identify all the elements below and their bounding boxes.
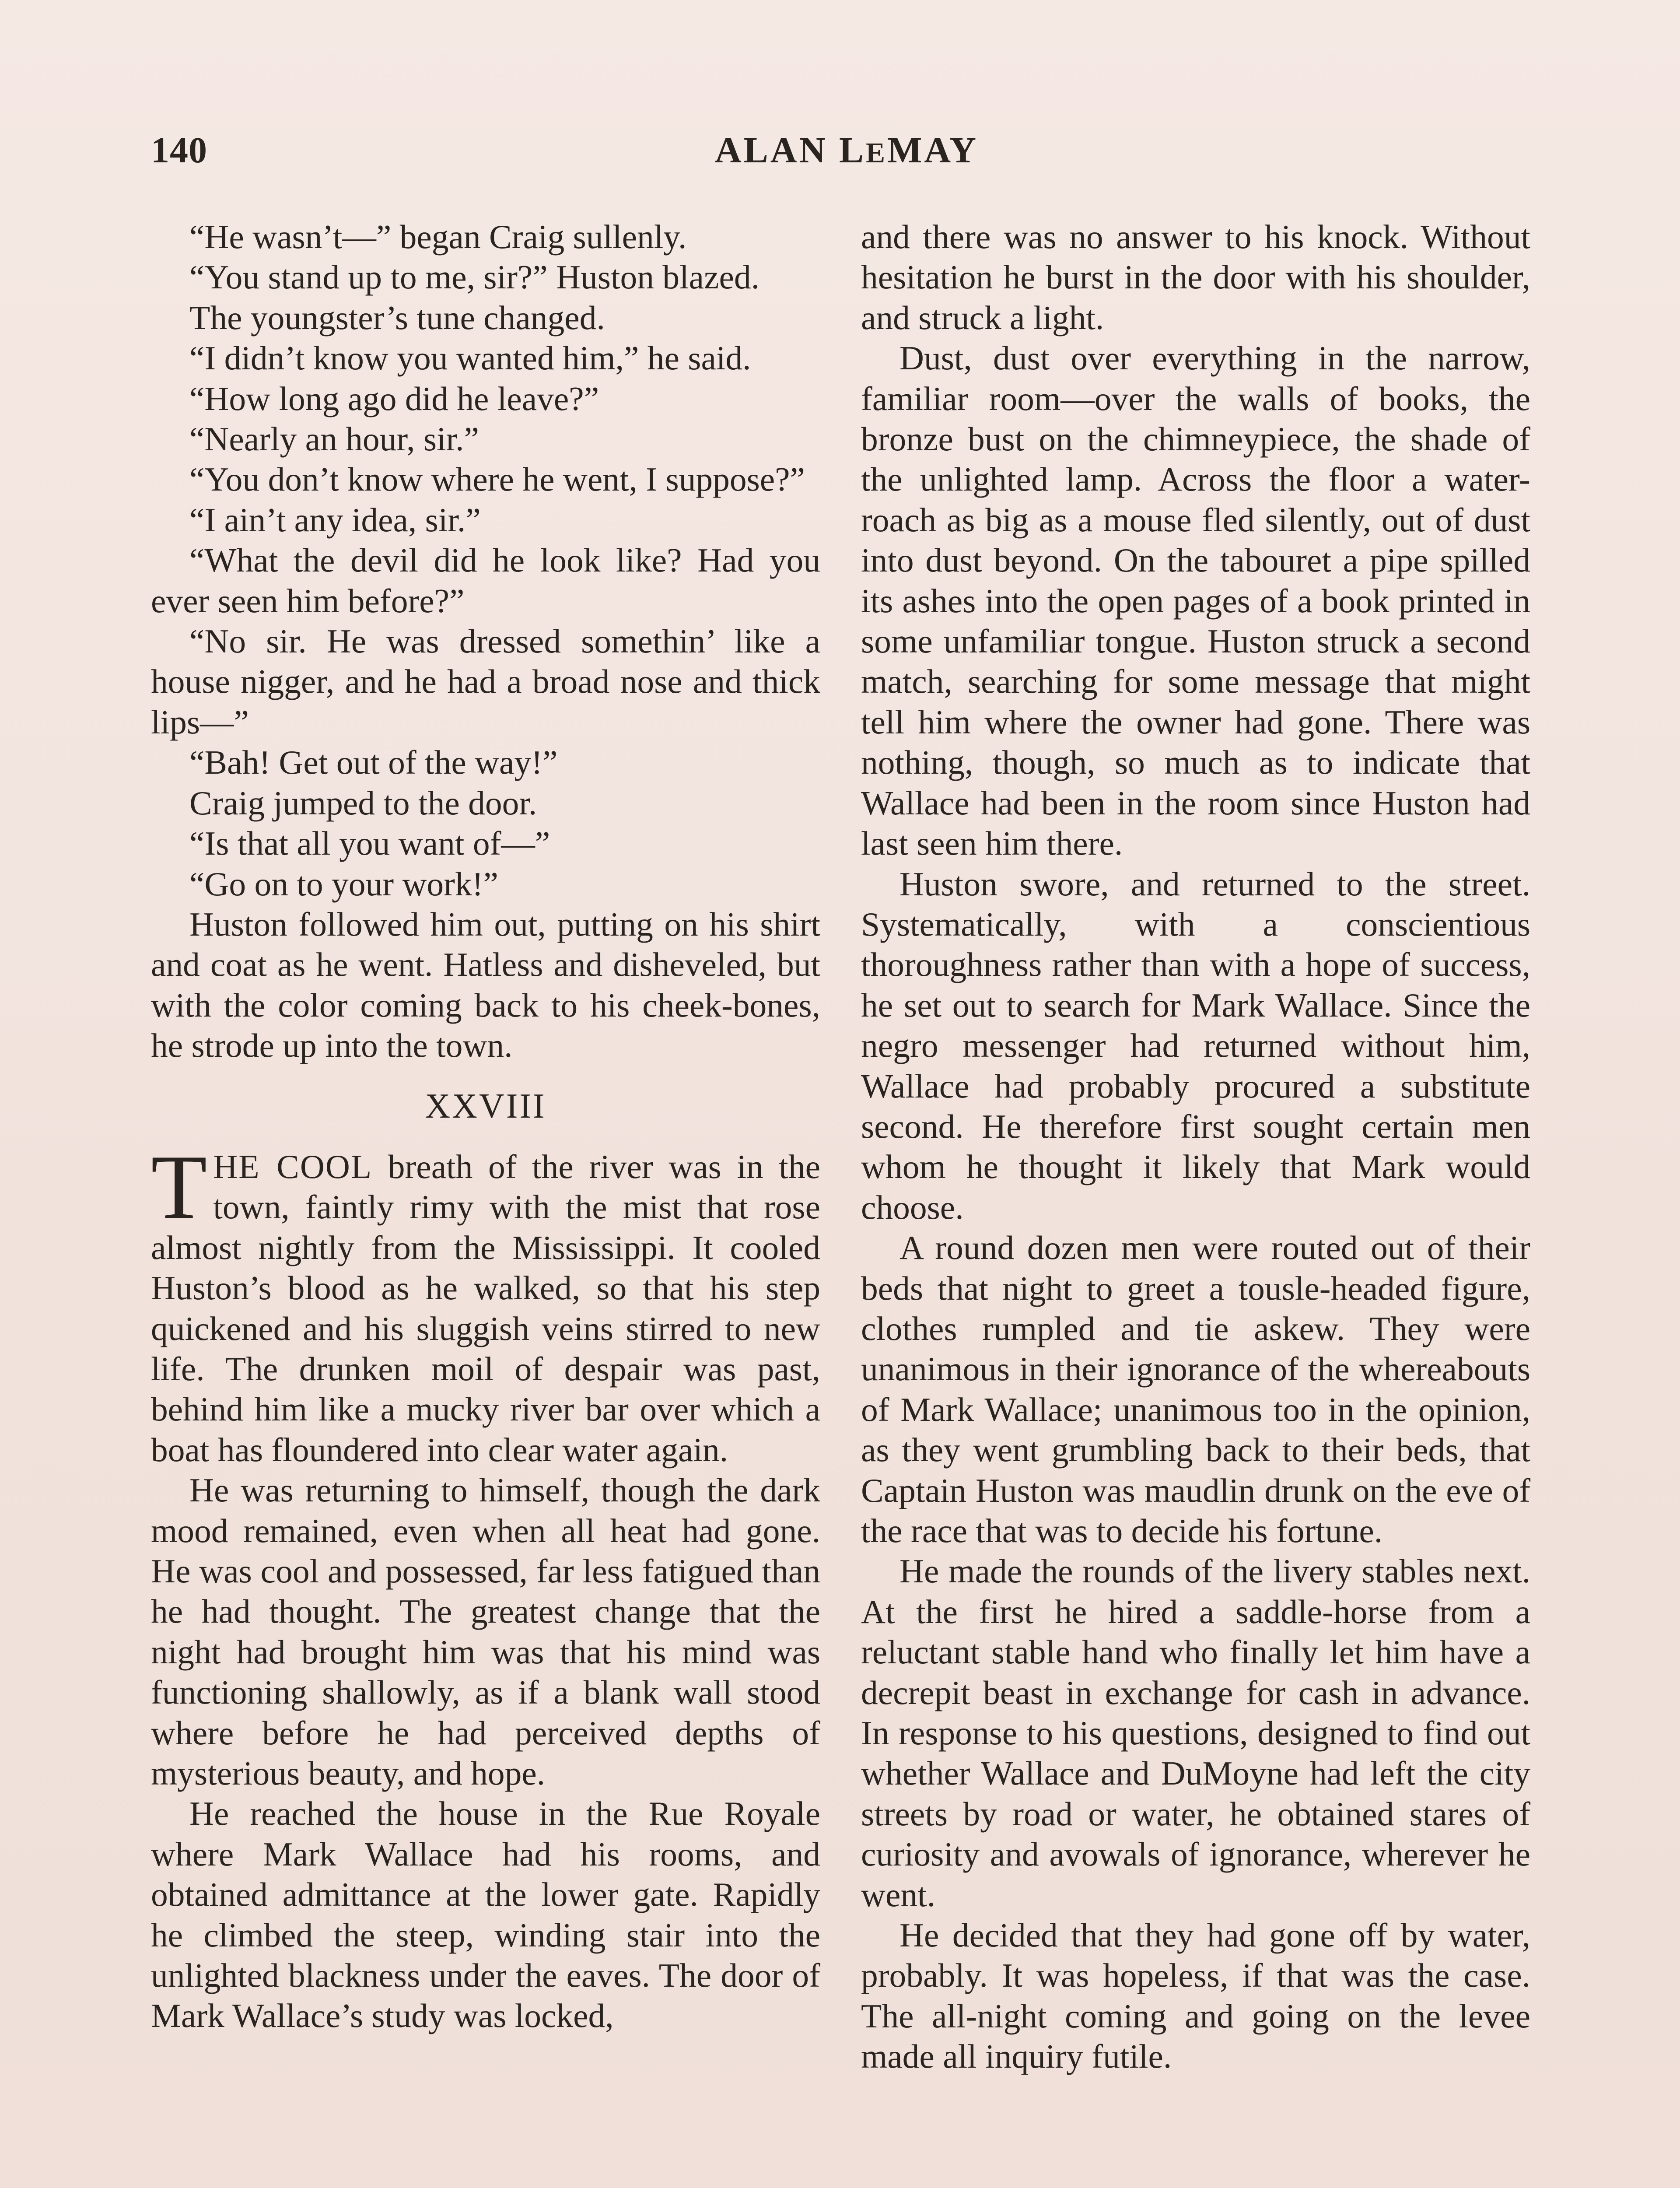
- paragraph: “What the devil did he look like? Had you ever seen him before?”: [151, 541, 820, 620]
- paragraph: He made the rounds of the livery stables next. At the first he hired a saddle-horse from a reluctant stable hand who finally let him have a decrepit beast in exchange for cash in advance. In response to his questions, designed to find out whether Wallace and DuMoyne had left the city streets by road or water, he obtained stares of curiosity and avowals of ignorance, wherever he went.: [861, 1552, 1530, 1914]
- paragraph: He was returning to himself, though the dark mood remained, even when all heat had gone. He was cool and possessed, far less fatigued than he had thought. The greatest change that the night had brought him was that his mind was functioning shallowly, as if a blank wall stood where before he had perceived depths of mysterious beauty, and hope.: [151, 1471, 820, 1792]
- paragraph: “I didn’t know you wanted him,” he said.: [189, 339, 751, 377]
- paragraph: He decided that they had gone off by water, probably. It was hopeless, if that was the case. The all-night coming and going on the levee made all inquiry futile.: [861, 1916, 1530, 2076]
- paragraph: “You stand up to me, sir?” Huston blazed.: [189, 258, 760, 296]
- right-column: [861, 217, 1530, 2077]
- running-head-author-last: MAY: [887, 130, 978, 171]
- lead-small-caps: HE COOL: [213, 1147, 373, 1185]
- paragraph: He reached the house in the Rue Royale where Mark Wallace had his rooms, and obtained admittance at the lower gate. Rapidly he climbed the steep, winding stair into the unlighted blackness under the eaves. The door of Mark Wallace’s study was locked,: [151, 1795, 820, 2035]
- running-head-author-first: ALAN L: [715, 130, 866, 171]
- drop-cap: T: [151, 1136, 207, 1238]
- paragraph: Huston followed him out, putting on his shirt and coat as he went. Hatless and disheveled, but with the color coming back to his cheek-bones, he strode up into the town.: [151, 905, 820, 1065]
- paragraph: “How long ago did he leave?”: [189, 379, 599, 417]
- chapter-opening-paragraph: [151, 1136, 820, 1470]
- paragraph: “Bah! Get out of the way!”: [189, 743, 558, 782]
- continued-paragraph: and there was no answer to his knock. Without hesitation he burst in the door with his shoulder, and struck a light.: [861, 218, 1530, 337]
- paragraph: “You don’t know where he went, I suppose?”: [189, 460, 805, 498]
- paragraph: “Nearly an hour, sir.”: [189, 420, 479, 458]
- paragraph: “I ain’t any idea, sir.”: [189, 501, 481, 539]
- paragraph: “He wasn’t—” began Craig sullenly.: [189, 218, 687, 256]
- paragraph: Huston swore, and returned to the street. Systematically, with a conscientious thoroughness rather than with a hope of success, he set out to search for Mark Wallace. Since the negro messenger had returned without him, Wallace had probably procured a substitute second. He therefore first sought certain men whom he thought it likely that Mark would choose.: [861, 865, 1530, 1226]
- lead-text: breath of the river was in the town, faintly rimy with the mist that rose almost nightly from the Mississippi. It cooled Huston’s blood as he walked, so that his step quickened and his sluggish veins stirred to new life. The drunken moil of despair was past, behind him like a mucky river bar over which a boat has floundered into clear water again.: [151, 1147, 820, 1469]
- page-number: 140: [151, 130, 207, 171]
- paragraph: A round dozen men were routed out of their beds that night to greet a tousle-headed figure, clothes rumpled and tie askew. They were unanimous in their ignorance of the whereabouts of Mark Wallace; unanimous too in the opinion, as they went grumbling back to their beds, that Captain Huston was maudlin drunk on the eve of the race that was to decide his fortune.: [861, 1229, 1530, 1550]
- paragraph: “No sir. He was dressed somethin’ like a house nigger, and he had a broad nose and thick lips—”: [151, 622, 820, 741]
- paragraph: The youngster’s tune changed.: [189, 298, 605, 337]
- paragraph: “Go on to your work!”: [189, 865, 498, 903]
- paragraph: “Is that all you want of—”: [189, 824, 550, 863]
- chapter-heading: XXVIII: [425, 1087, 546, 1126]
- left-column: [151, 217, 820, 2036]
- paragraph: Dust, dust over everything in the narrow, familiar room—over the walls of books, the bronze bust on the chimneypiece, the shade of the unlighted lamp. Across the floor a water-roach as big as a mouse fled silently, out of dust into dust beyond. On the tabouret a pipe spilled its ashes into the open pages of a book printed in some unfamiliar tongue. Huston struck a second match, searching for some message that might tell him where the owner had gone. There was nothing, though, so much as to indicate that Wallace had been in the room since Huston had last seen him there.: [861, 339, 1530, 863]
- running-head-author-small: E: [866, 137, 888, 169]
- page-header: [151, 129, 1542, 177]
- running-head: [151, 129, 1542, 172]
- paragraph: Craig jumped to the door.: [189, 784, 537, 822]
